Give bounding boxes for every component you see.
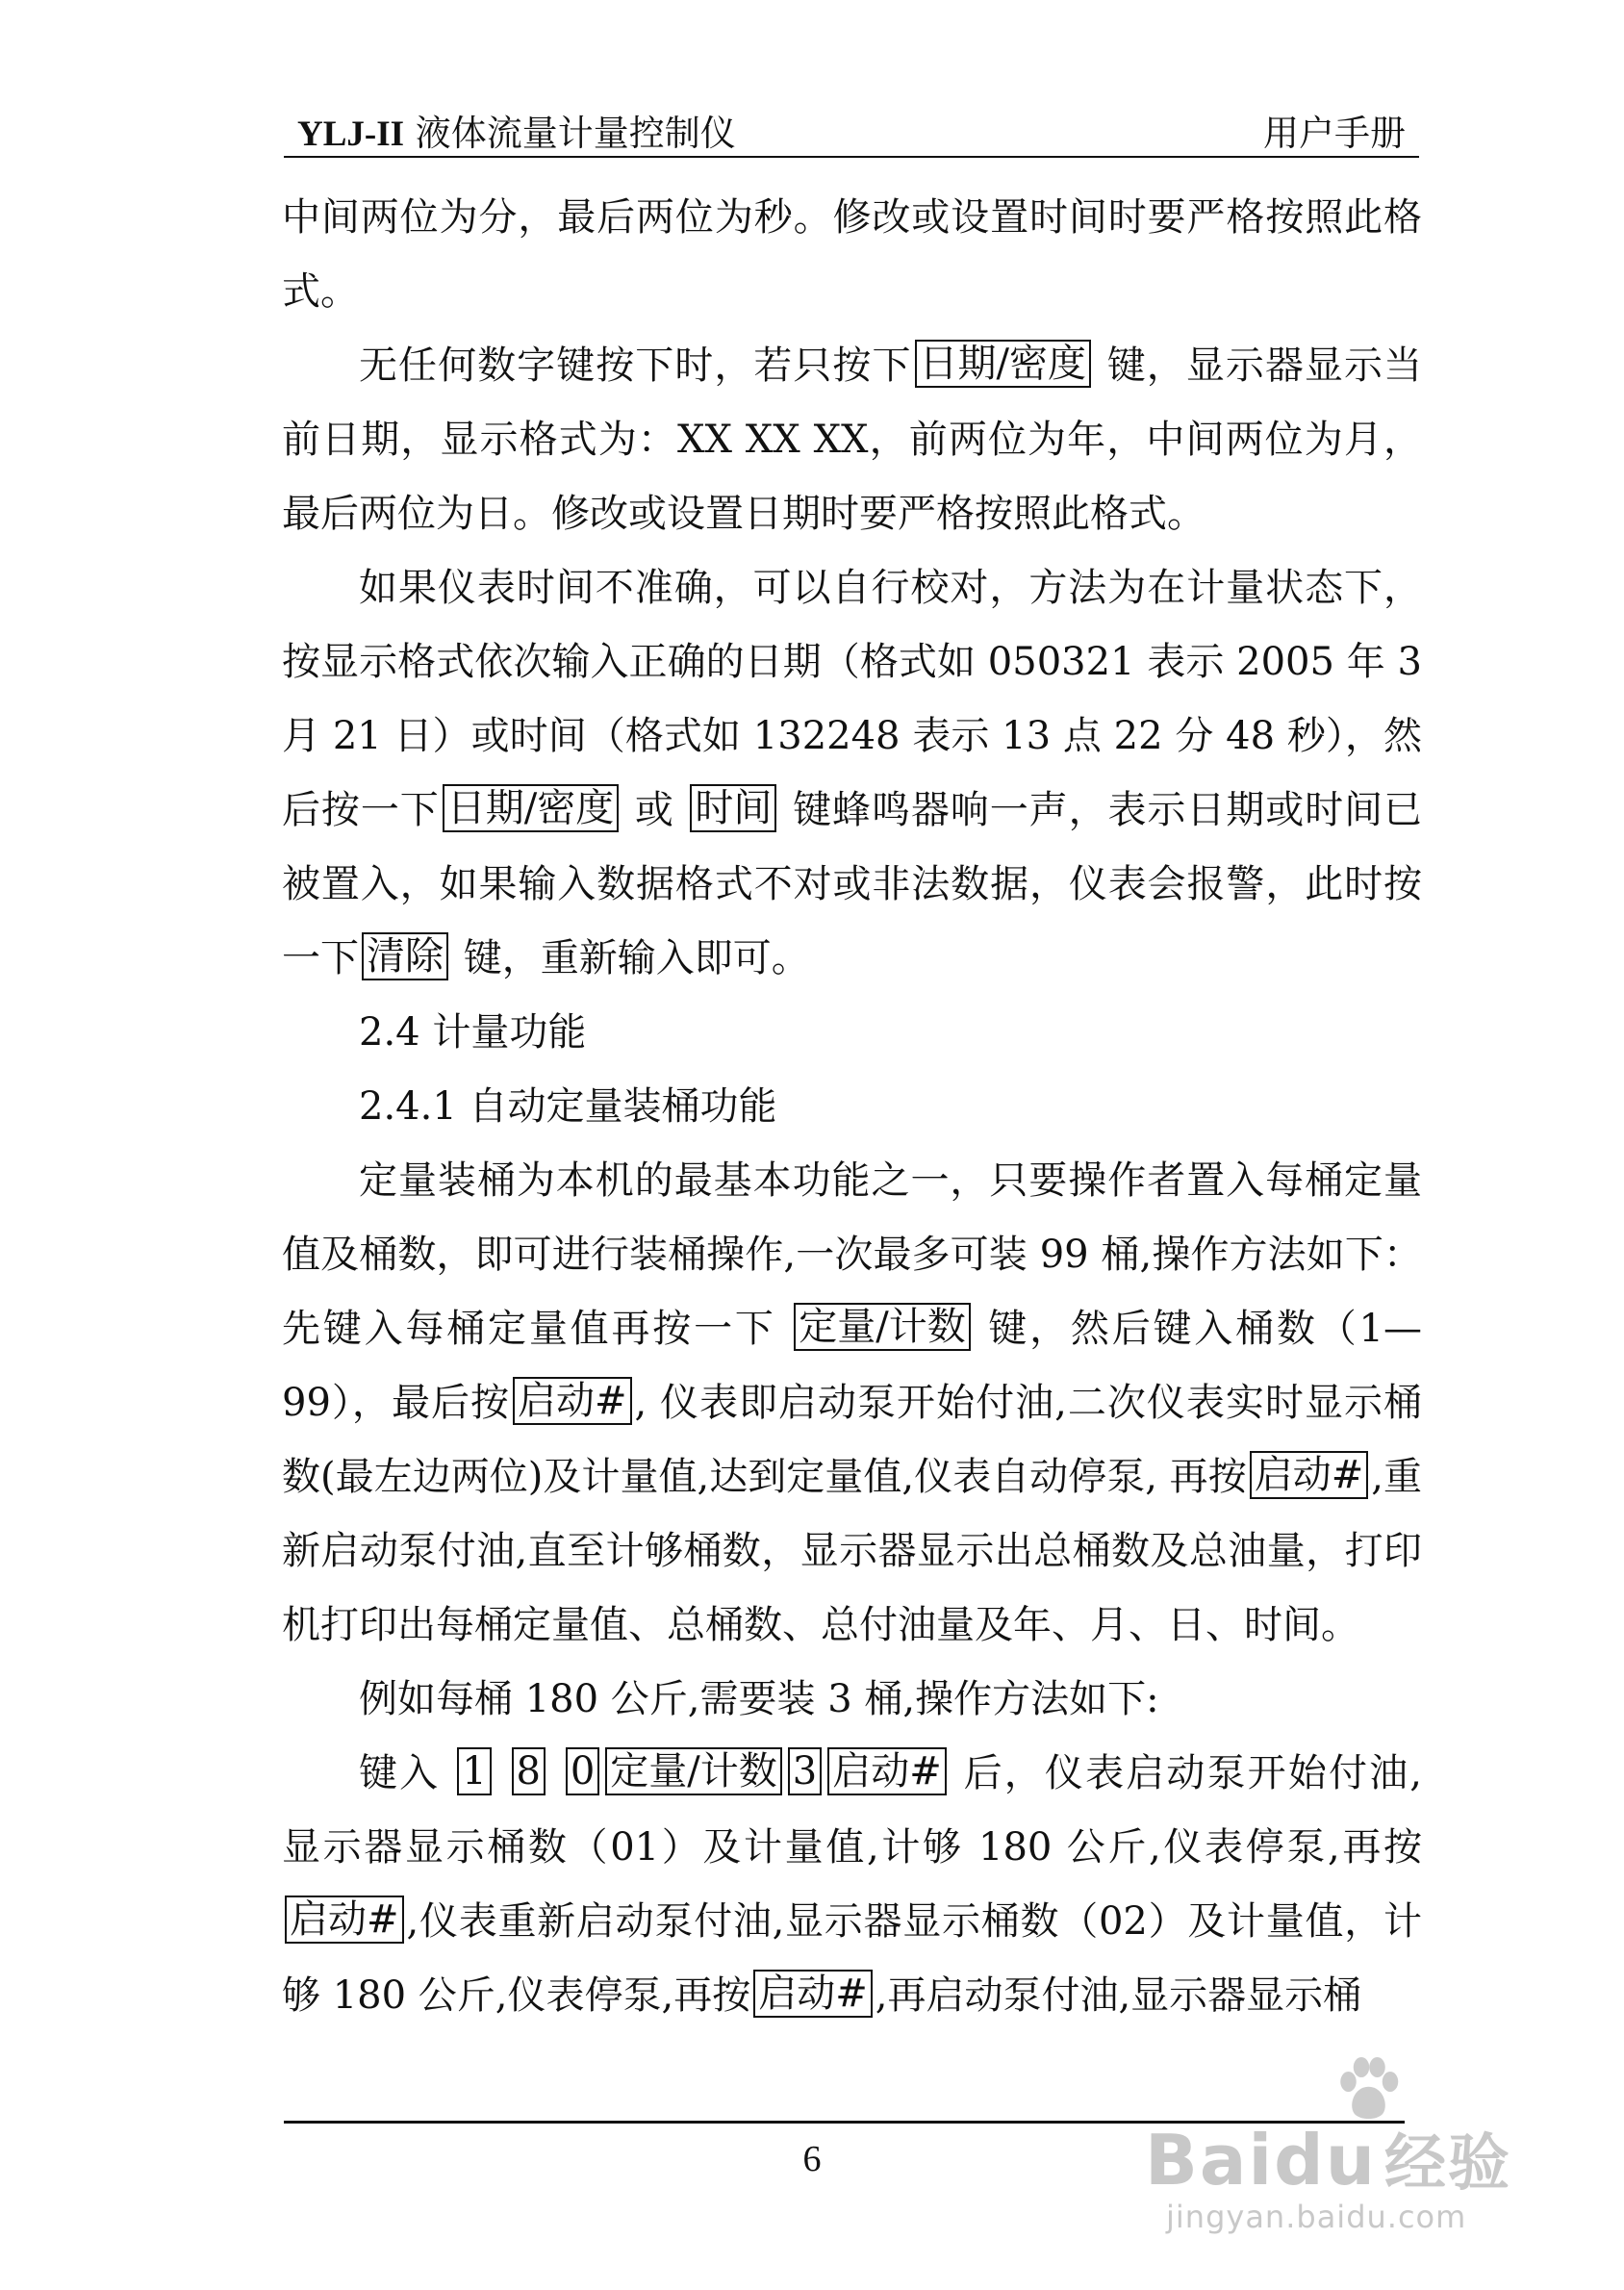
watermark-brand-a: Bai xyxy=(1145,2120,1275,2201)
text-run: 定量装桶为本机的最基本功能之一，只要操作者置入每桶定量值及桶数，即可进行装桶操作,一次最多可装 99 桶,操作方法如下：先键入每桶定量值再按一下 xyxy=(282,1158,1422,1351)
paragraph-example-steps xyxy=(282,1737,1422,2033)
key-quantity-count: 定量/计数 xyxy=(605,1747,781,1795)
key-date-density: 日期/密度 xyxy=(915,340,1091,388)
paragraph-time-format: 中间两位为分，最后两位为秒。修改或设置时间时要严格按照此格式。 xyxy=(282,195,1422,314)
paragraph-example-intro: 例如每桶 180 公斤,需要装 3 桶,操作方法如下: xyxy=(359,1677,1159,1721)
key-digit-1: 1 xyxy=(457,1747,491,1795)
header-model: YLJ-II xyxy=(297,114,405,154)
text-run: 键，显示器显示当前日期，显示格式为：XX XX XX，前两位为年，中间两位为月，最后两位为日。修改或设置日期时要严格按照此格式。 xyxy=(282,344,1423,536)
baidu-jingyan-watermark xyxy=(1145,2054,1559,2237)
watermark-brand-cn: 经验 xyxy=(1383,2128,1511,2200)
text-run: ,仪表重新启动泵付油,显示器显示桶数（02）及计量值，计够 180 公斤,仪表停泵,再按 xyxy=(282,1899,1422,2018)
text-run: 键，然后键入桶数（1—99），最后按 xyxy=(282,1307,1422,1425)
text-run: 无任何数字键按下时，若只按下 xyxy=(359,344,912,388)
text-run: 后，仪表启动泵开始付油,显示器显示桶数（01）及计量值,计够 180 公斤,仪表停泵,再按 xyxy=(282,1751,1423,1870)
key-clear: 清除 xyxy=(362,932,448,980)
key-start: 启动# xyxy=(753,1970,873,2018)
key-quantity-count: 定量/计数 xyxy=(794,1303,970,1351)
watermark-url: jingyan.baidu.com xyxy=(1166,2199,1467,2235)
key-date-density: 日期/密度 xyxy=(443,784,619,832)
key-start: 启动# xyxy=(827,1747,947,1795)
text-run: 键，重新输入即可。 xyxy=(451,936,810,980)
key-digit-0: 0 xyxy=(566,1747,599,1795)
section-heading-2-4: 2.4 计量功能 xyxy=(359,1010,587,1055)
page-number: 6 xyxy=(802,2139,822,2179)
key-digit-8: 8 xyxy=(512,1747,546,1795)
text-run: ,再启动泵付油,显示器显示桶 xyxy=(875,1973,1362,2018)
header-title: 液体流量计量控制仪 xyxy=(415,113,736,154)
document-body xyxy=(282,181,1422,2033)
key-time: 时间 xyxy=(690,784,776,832)
section-heading-2-4-1: 2.4.1 自动定量装桶功能 xyxy=(359,1084,777,1129)
text-run: , 仪表即启动泵开始付油,二次仪表实时显示桶数(最左边两位)及计量值,达到定量值,仪表自动停泵, 再按 xyxy=(282,1381,1422,1499)
text-run: ,重新启动泵付油,直至计够桶数，显示器显示出总桶数及总油量，打印机打印出每桶定量值、总桶数、总付油量及年、月、日、时间。 xyxy=(282,1455,1422,1647)
paragraph-auto-fill xyxy=(282,1144,1422,1663)
watermark-brand xyxy=(1145,2114,1511,2202)
page-header xyxy=(284,104,1419,158)
paragraph-date-display xyxy=(282,329,1422,551)
text-run: 键蜂鸣器响一声，表示日期或时间已被置入，如果输入数据格式不对或非法数据，仪表会报警，此时按一下 xyxy=(282,788,1422,980)
key-start: 启动# xyxy=(1250,1451,1369,1499)
paragraph-time-calibration xyxy=(282,551,1422,996)
header-title-group xyxy=(297,110,736,159)
header-manual-label: 用户手册 xyxy=(1263,113,1406,154)
key-start: 启动# xyxy=(285,1896,404,1944)
text-run: 或 xyxy=(622,788,688,832)
key-digit-3: 3 xyxy=(788,1747,822,1795)
text-run: 如果仪表时间不准确，可以自行校对，方法为在计量状态下，按显示格式依次输入正确的日期（格式如 050321 表示 2005 年 3 月 21 日）或时间（格式如 132248 表示 13 点 22 分 48 秒），然后按一下 xyxy=(282,566,1422,832)
key-start: 启动# xyxy=(513,1377,632,1425)
text-run: 键入 xyxy=(359,1751,455,1795)
watermark-brand-b: du xyxy=(1274,2120,1377,2201)
